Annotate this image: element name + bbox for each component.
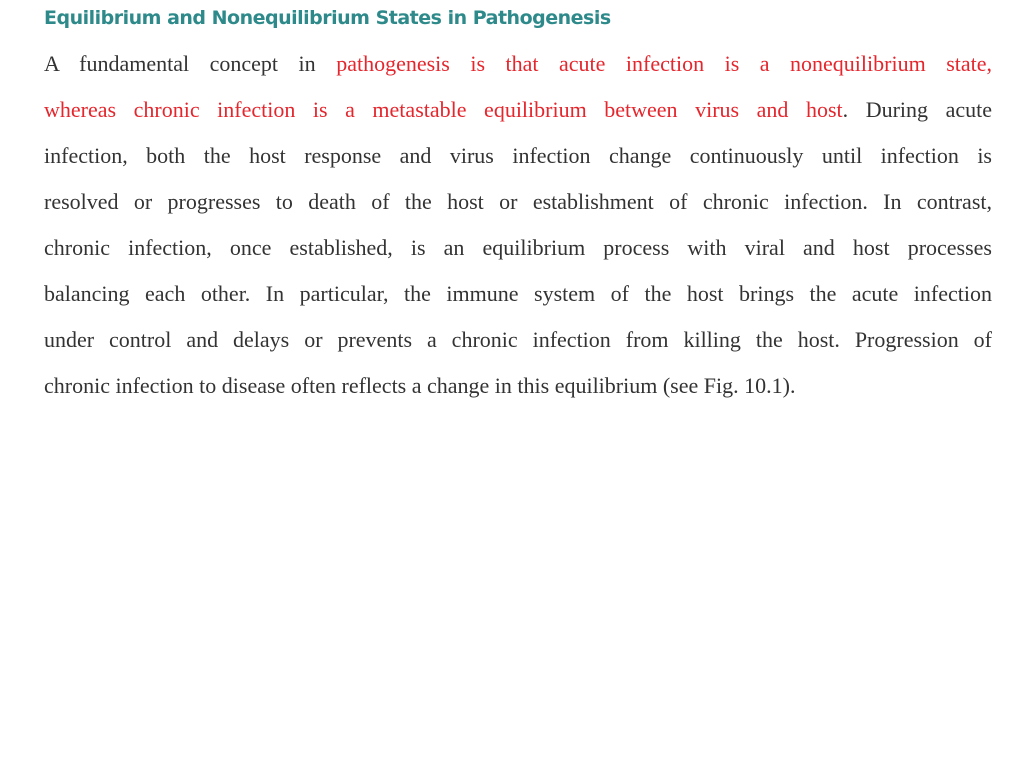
paragraph-line: chronic infection, once established, is an equilibrium process with viral and host processes xyxy=(44,235,992,260)
paragraph-line: under control and delays or prevents a chronic infection from killing the host. Progression of xyxy=(44,327,992,352)
paragraph-line: resolved or progresses to death of the host or establishment of chronic infection. In contrast, xyxy=(44,189,992,214)
paragraph-line: infection, both the host response and virus infection change continuously until infection is xyxy=(44,143,992,168)
body-text-segment: . During acute xyxy=(842,97,992,122)
slide-title: Equilibrium and Nonequilibrium States in Pathogenesis xyxy=(44,7,611,29)
emphasis-text: pathogenesis is that acute infection is a nonequilibrium state, xyxy=(336,51,993,76)
body-text-segment: A fundamental concept in xyxy=(44,51,316,76)
emphasis-text: whereas chronic infection is a metastable equilibrium between virus and host xyxy=(44,97,843,122)
paragraph-line xyxy=(44,87,992,133)
paragraph-line xyxy=(44,41,992,87)
paragraph-line: balancing each other. In particular, the immune system of the host brings the acute infection xyxy=(44,281,992,306)
body-paragraph xyxy=(44,41,992,409)
paragraph-line: chronic infection to disease often reflects a change in this equilibrium (see Fig. 10.1). xyxy=(44,373,796,398)
